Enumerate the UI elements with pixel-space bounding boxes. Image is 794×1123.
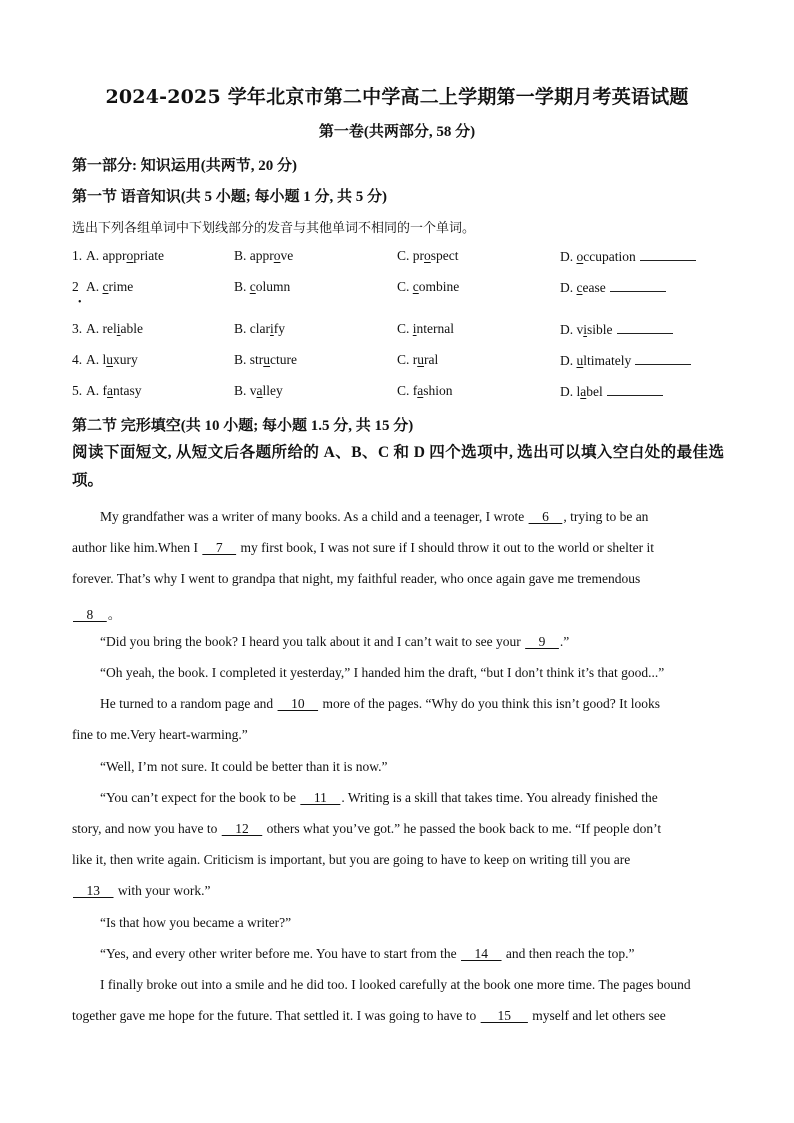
option-b: B. clarify: [234, 321, 286, 336]
passage-line: 8 。: [73, 606, 122, 622]
question-number: 2: [72, 279, 79, 294]
cloze-gap[interactable]: 9: [525, 633, 559, 649]
passage-line: I finally broke out into a smile and he did too. I looked carefully at the book one more time. The pages bound: [100, 977, 691, 992]
cloze-gap[interactable]: 8: [73, 606, 107, 622]
underlined-letter: c: [412, 279, 419, 294]
passage-line: “Yes, and every other writer before me. You have to start from the 14 and then reach the top.”: [100, 945, 635, 961]
underlined-letter: a: [107, 383, 113, 398]
answer-blank[interactable]: [607, 383, 663, 396]
underlined-letter: o: [273, 248, 281, 263]
option-d: D. visible: [560, 321, 673, 338]
stray-dot: •: [78, 297, 82, 308]
underlined-letter: a: [256, 383, 263, 398]
option-c: C. combine: [397, 279, 460, 294]
answer-blank[interactable]: [610, 279, 666, 292]
cloze-gap[interactable]: 14: [461, 945, 502, 961]
underlined-letter: i: [116, 321, 121, 336]
cloze-gap[interactable]: 7: [202, 540, 237, 556]
part1-heading: 第一部分: 知识运用(共两节, 20 分): [72, 158, 297, 174]
underlined-letter: u: [263, 352, 271, 367]
section1-heading: 第一节 语音知识(共 5 小题; 每小题 1 分, 共 5 分): [72, 189, 387, 205]
passage-line: together gave me hope for the future. That settled it. I was going to have to 15 myself and let others see: [72, 1008, 666, 1024]
underlined-letter: c: [249, 279, 256, 294]
option-b: B. column: [234, 279, 291, 294]
option-a: A. reliable: [86, 321, 144, 336]
passage-line: story, and now you have to 12 others what you’ve got.” he passed the book back to me. “If people don’t: [72, 821, 662, 836]
underlined-letter: i: [412, 321, 417, 336]
underlined-letter: a: [580, 384, 587, 399]
underlined-letter: i: [583, 322, 588, 337]
underlined-letter: u: [417, 352, 424, 367]
question-number: 1.: [72, 248, 83, 263]
option-a: A. appropriate: [86, 248, 164, 263]
option-d: D. label: [560, 383, 663, 400]
passage-line: My grandfather was a writer of many books. As a child and a teenager, I wrote 6 , trying to be an: [100, 509, 649, 524]
passage-line: “Is that how you became a writer?”: [100, 914, 292, 930]
underlined-letter: i: [270, 321, 274, 336]
passage-line: like it, then write again. Criticism is important, but you are going to have to keep on writing till you are: [72, 852, 631, 868]
option-c: C. prospect: [397, 248, 459, 263]
underlined-letter: o: [126, 248, 134, 263]
option-d: D. occupation: [560, 248, 696, 265]
option-b: B. structure: [234, 352, 297, 367]
passage-line: 13 with your work.”: [73, 883, 211, 899]
section2-instruction: 阅读下面短文, 从短文后各题所给的 A、B、C 和 D 四个选项中, 选出可以填入空白处的最佳选项。: [72, 444, 724, 489]
section2-heading: 第二节 完形填空(共 10 小题; 每小题 1.5 分, 共 15 分): [72, 418, 414, 434]
underlined-letter: u: [106, 352, 113, 367]
page-subtitle: 第一卷(共两部分, 58 分): [318, 124, 476, 140]
answer-blank[interactable]: [640, 248, 696, 261]
passage-line: “You can’t expect for the book to be 11 . Writing is a skill that takes time. You already finished the: [100, 789, 658, 805]
passage-line: forever. That’s why I went to grandpa that night, my faithful reader, who once again gave me tremendous: [72, 571, 641, 587]
option-a: A. fantasy: [86, 383, 142, 398]
option-a: A. luxury: [86, 352, 138, 367]
option-c: C. fashion: [397, 383, 453, 398]
passage-line: fine to me.Very heart-warming.”: [72, 727, 248, 743]
option-a: A. crime: [86, 279, 134, 294]
question-number: 3.: [72, 321, 83, 336]
answer-blank[interactable]: [635, 352, 691, 365]
passage-line: “Did you bring the book? I heard you talk about it and I can’t wait to see your 9 .”: [100, 633, 570, 649]
option-d: D. ultimately: [560, 352, 691, 369]
option-b: B. valley: [234, 383, 283, 398]
question-number: 4.: [72, 352, 83, 367]
cloze-gap[interactable]: 13: [73, 883, 114, 899]
option-b: B. approve: [234, 248, 294, 263]
page-title: 2024-2025 学年北京市第二中学高二上学期第一学期月考英语试题: [105, 86, 689, 108]
cloze-gap[interactable]: 10: [277, 696, 319, 712]
option-d: D. cease: [560, 279, 666, 296]
question-number: 5.: [72, 383, 83, 398]
underlined-letter: o: [576, 249, 584, 264]
cloze-gap[interactable]: 12: [221, 821, 263, 836]
underlined-letter: c: [102, 279, 109, 294]
passage-line: author like him.When I 7 my first book, I was not sure if I should throw it out to the world or shelter it: [72, 540, 655, 556]
passage-line: “Oh yeah, the book. I completed it yesterday,” I handed him the draft, “but I don’t think it’s that good...”: [100, 665, 665, 680]
passage-line: “Well, I’m not sure. It could be better than it is now.”: [100, 758, 388, 774]
cloze-gap[interactable]: 6: [528, 509, 563, 524]
underlined-letter: a: [417, 383, 424, 398]
underlined-letter: c: [576, 280, 583, 295]
option-c: C. internal: [397, 321, 455, 336]
option-c: C. rural: [397, 352, 439, 367]
underlined-letter: o: [424, 248, 431, 263]
answer-blank[interactable]: [617, 321, 673, 334]
cloze-gap[interactable]: 15: [480, 1008, 528, 1024]
section1-instruction: 选出下列各组单词中下划线部分的发音与其他单词不相同的一个单词。: [72, 220, 476, 235]
cloze-gap[interactable]: 11: [300, 789, 341, 805]
passage-line: He turned to a random page and 10 more of the pages. “Why do you think this isn’t good? It looks: [100, 696, 661, 712]
underlined-letter: u: [576, 353, 584, 368]
